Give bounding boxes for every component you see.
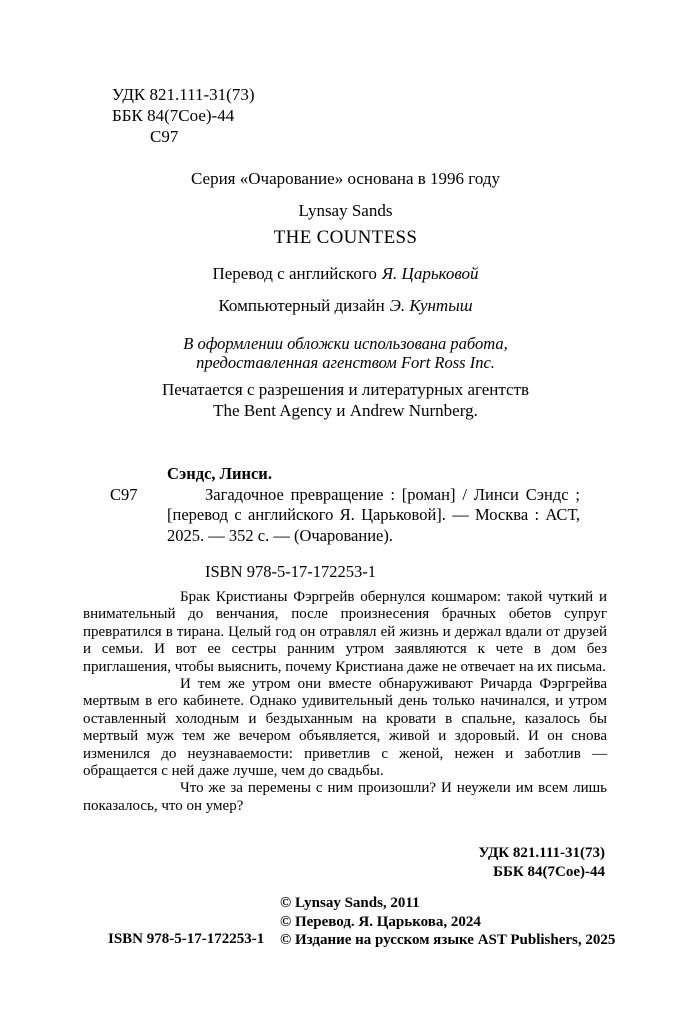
header-codes-block (112, 84, 254, 147)
translation-label: Перевод с английского (212, 264, 377, 283)
annotation-paragraph-3: Что же за перемены с ним произошли? И неужели им всем лишь показалось, что он умер? (83, 780, 607, 814)
cover-art-note (0, 334, 691, 372)
rights-note (0, 379, 691, 421)
author-sign: С97 (150, 127, 179, 146)
copyright-block (280, 894, 615, 950)
series-note: Серия «Очарование» основана в 1996 году (190, 169, 500, 188)
footer-codes-block (83, 844, 605, 881)
designer-name: Э. Кунтыш (389, 296, 473, 315)
rights-note-line1: Печатается с разрешения и литературных агентств (161, 380, 530, 399)
copyright-line-translation: © Перевод. Я. Царькова, 2024 (280, 913, 481, 930)
design-label: Компьютерный дизайн (218, 296, 385, 315)
footer-udc-code: УДК 821.111-31(73) (478, 845, 605, 861)
cover-art-note-line2: предоставленная агенством Fort Ross Inc. (196, 353, 495, 372)
catalog-card (110, 464, 580, 583)
annotation-block (83, 589, 607, 815)
copyright-line-author: © Lynsay Sands, 2011 (280, 895, 420, 911)
original-title: THE COUNTESS (273, 227, 418, 248)
rights-note-line2: The Bent Agency и Andrew Nurnberg. (213, 401, 478, 420)
catalog-entry-row (110, 485, 580, 547)
isbn-footer: ISBN 978-5-17-172253-1 (108, 931, 265, 947)
translation-credit (0, 264, 691, 284)
annotation-paragraph-2: И тем же утром они вместе обнаруживают Ричарда Фэргрейва мертвым в его кабинете. Однако удивительный день только начинался, и утром оставленный холодным и бездыханным на кровати в спальне, казалось бы мертвый муж тем же вечером объявляется, живой и здоровый. И он снова изменился до неузнаваемости: приветлив с женой, нежен и заботлив — обращается с ней даже лучше, чем до свадьбы. (83, 676, 607, 780)
cover-art-note-line1: В оформлении обложки использована работа, (183, 334, 508, 353)
annotation-paragraph-1: Брак Кристианы Фэргрейв обернулся кошмаром: такой чуткий и внимательный до венчания, после произнесения брачных обетов супруг превратился в тирана. Целый год он отравлял ей жизнь и держал вдали от друзей и семьи. И вот ее сестры ранним утром заявляются к чете в дом без приглашения, чтобы выяснить, почему Кристиана даже не отвечает на их письма. (83, 589, 607, 675)
catalog-author: Сэндс, Линси. (167, 464, 272, 483)
translator-name: Я. Царьковой (381, 264, 479, 283)
copyright-line-publisher: © Издание на русском языке AST Publishers, 2025 (280, 932, 616, 948)
catalog-isbn: ISBN 978-5-17-172253-1 (205, 562, 376, 581)
design-credit (0, 296, 691, 316)
bbk-code: ББК 84(7Сое)-44 (112, 106, 235, 125)
udc-code: УДК 821.111-31(73) (112, 85, 255, 104)
catalog-entry: Загадочное превращение : [роман] / Линси Сэндс ; [перевод с английского Я. Царьковой]. — Москва : АСТ, 2025. — 352 с. — (Очарование). (167, 484, 580, 545)
original-author: Lynsay Sands (298, 201, 393, 220)
footer-bbk-code: ББК 84(7Сое)-44 (493, 863, 605, 880)
catalog-author-sign: С97 (110, 484, 138, 504)
